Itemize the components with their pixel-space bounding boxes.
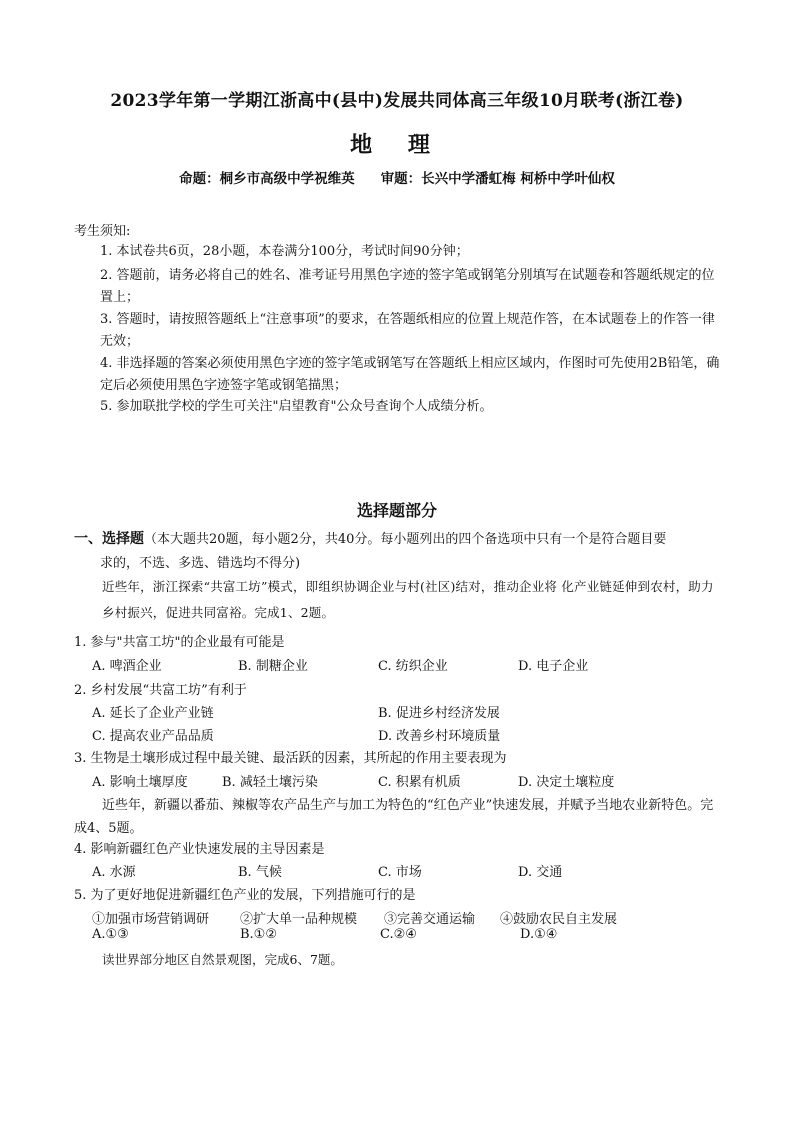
- q3-stem: 3. 生物是土壤形成过程中最关键、最活跃的因素，其所起的作用主要表现为: [74, 751, 507, 766]
- part1-desc-1: （本大题共20题，每小题2分，共40分。每小题列出的四个备选项中只有一个是符合题目要: [144, 532, 667, 547]
- q5-measure-1: ①加强市场营销调研: [92, 912, 210, 927]
- q5-measure-2: ②扩大单一品种规模: [240, 912, 358, 927]
- q2-option-b: B. 促进乡村经济发展: [378, 706, 500, 721]
- notice-item-2: 2. 答题前，请务必将自己的姓名、准考证号用黑色字迹的签字笔或钢笔分别填写在试题卷和答题纸规定的位置上；: [100, 268, 715, 305]
- q2-stem: 2. 乡村发展“共富工坊”有利于: [74, 683, 247, 698]
- q5-option-d: D.①④: [520, 927, 558, 942]
- q4-option-b: B. 气候: [238, 865, 282, 880]
- q1-stem: 1. 参与"共富工坊"的企业最有可能是: [74, 635, 285, 650]
- q3-option-d: D. 决定土壤粒度: [518, 775, 615, 790]
- q5-measure-4: ④鼓励农民自主发展: [500, 912, 618, 927]
- q5-measure-3: ③完善交通运输: [384, 912, 476, 927]
- q2-option-a: A. 延长了企业产业链: [92, 706, 214, 721]
- q3-option-a: A. 影响土壤厚度: [92, 775, 188, 790]
- q4-option-c: C. 市场: [378, 865, 422, 880]
- part1-instructions: [74, 527, 724, 576]
- q1-option-a: A. 啤酒企业: [92, 659, 162, 674]
- reviewer: 审题：长兴中学潘虹梅 柯桥中学叶仙权: [380, 171, 615, 187]
- q5-option-a: A.①③: [92, 927, 129, 942]
- notice-item-3: 3. 答题时，请按照答题纸上“注意事项”的要求，在答题纸相应的位置上规范作答，在本试题卷上的作答一律无效；: [100, 312, 715, 349]
- q1-option-b: B. 制糖企业: [238, 659, 308, 674]
- q3-option-c: C. 积累有机质: [378, 775, 461, 790]
- part1-desc-2: 求的，不选、多选、错选均不得分): [100, 556, 301, 571]
- q5-option-b: B.①②: [240, 927, 277, 942]
- q4-option-a: A. 水源: [92, 865, 136, 880]
- q2-option-d: D. 改善乡村环境质量: [378, 729, 501, 744]
- intro-q1-2: 近些年，浙江探索“共富工坊”模式，即组织协调企业与村(社区)结对，推动企业将 化产业链延伸到农村，助力乡村振兴，促进共同富裕。完成1、2题。: [102, 579, 714, 620]
- part1-label: 一、选择题: [74, 531, 144, 547]
- notice-item-5: 5. 参加联批学校的学生可关注"启望教育"公众号查询个人成绩分析。: [100, 399, 493, 414]
- q2-option-c: C. 提高农业产品品质: [92, 729, 214, 744]
- q3-option-b: B. 减轻土壤污染: [222, 775, 318, 790]
- authors-line: [0, 167, 794, 187]
- q4-option-d: D. 交通: [518, 865, 563, 880]
- q4-stem: 4. 影响新疆红色产业快速发展的主导因素是: [74, 842, 325, 857]
- notice-item-4: 4. 非选择题的答案必须使用黑色字迹的签字笔或钢笔写在答题纸上相应区域内，作图时可先使用2B铅笔，确定后必须使用黑色字迹签字笔或钢笔描黑；: [100, 356, 720, 393]
- q1-option-c: C. 纺织企业: [378, 659, 448, 674]
- q5-option-c: C.②④: [380, 927, 417, 942]
- subject-title: 地 理: [350, 132, 444, 158]
- q5-stem: 5. 为了更好地促进新疆红色产业的发展，下列措施可行的是: [74, 888, 416, 903]
- exam-title: 2023学年第一学期江浙高中(县中)发展共同体高三年级10月联考(浙江卷): [110, 91, 684, 111]
- notice-heading: 考生须知:: [74, 224, 131, 239]
- q1-option-d: D. 电子企业: [518, 659, 589, 674]
- intro-q4-5: 近些年，新疆以番茄、辣椒等农产品生产与加工为特色的“红色产业”快速发展，并赋予当地农业新特色。完成4、5题。: [74, 798, 714, 836]
- notice-item-1: 1. 本试卷共6页，28小题，本卷满分100分，考试时间90分钟；: [100, 244, 469, 259]
- intro-q6-7: 读世界部分地区自然景观图，完成6、7题。: [102, 952, 343, 967]
- proposer: 命题：桐乡市高级中学祝维英: [179, 171, 355, 187]
- section-title: 选择题部分: [356, 501, 437, 520]
